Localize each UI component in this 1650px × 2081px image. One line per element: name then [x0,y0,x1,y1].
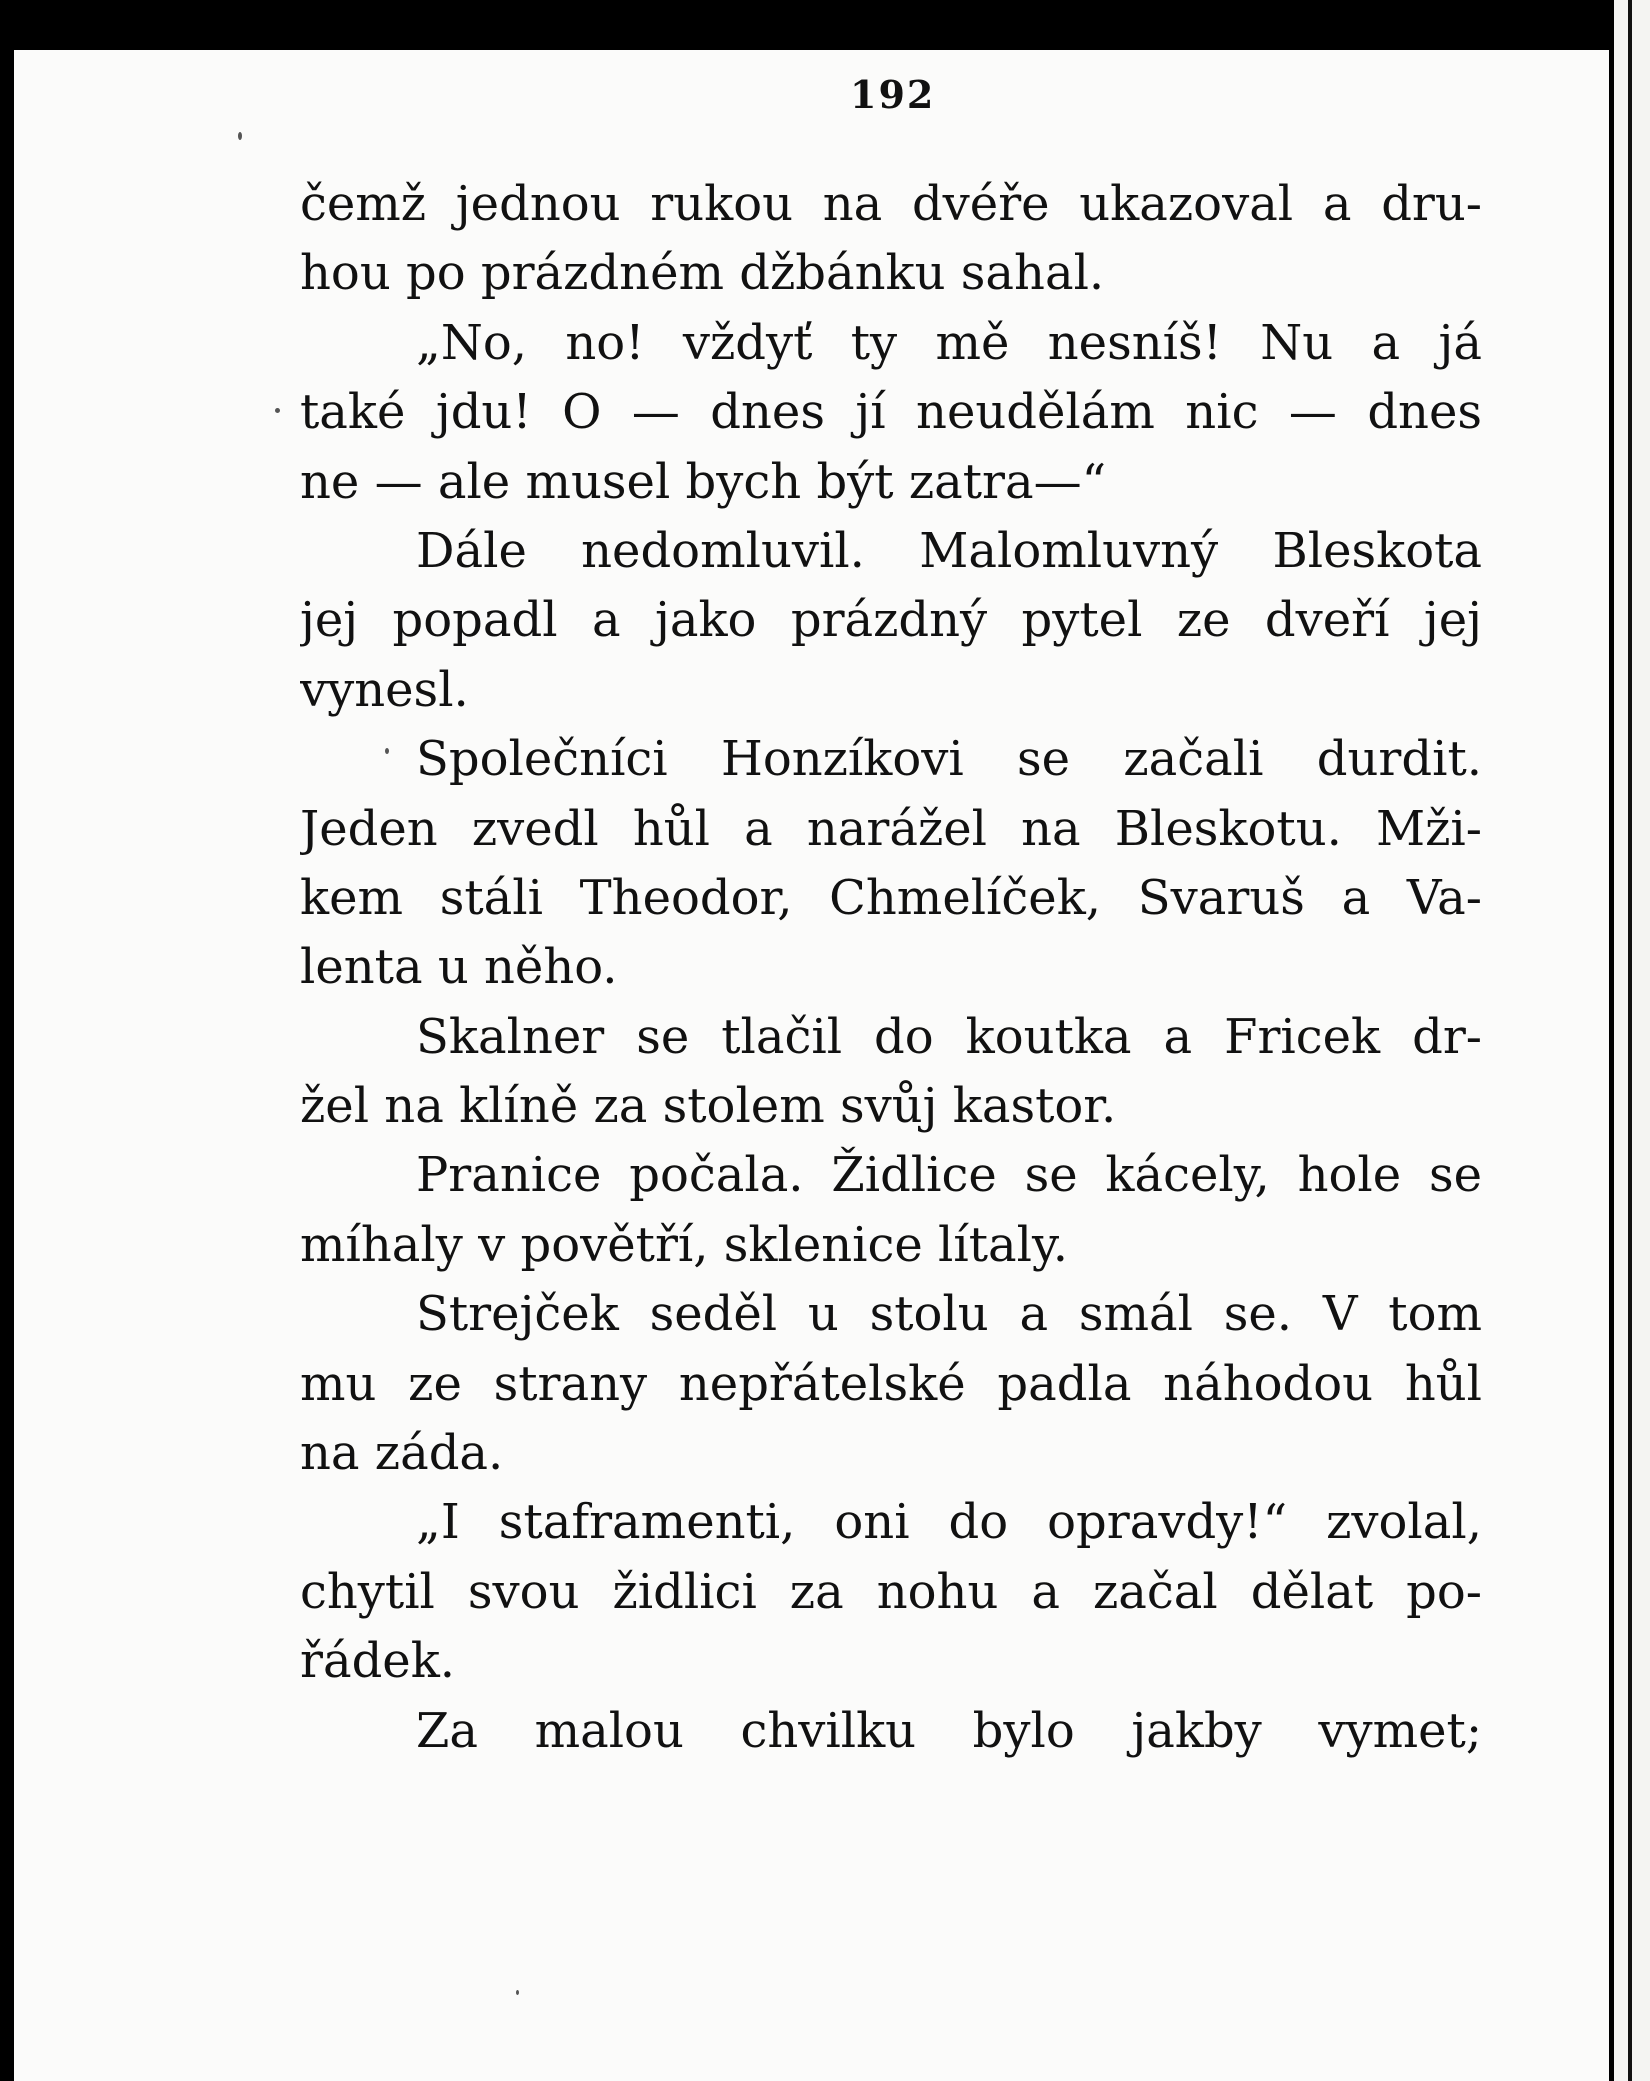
text-line: lenta u něho. [300,939,618,996]
text-line: Strejček seděl u stolu a smál se. V tom [416,1286,1482,1343]
text-line: chytil svou židlici za nohu a začal dělat po- [300,1563,1482,1620]
ink-speck [275,408,280,413]
text-line: hou po prázdném džbánku sahal. [300,245,1105,302]
text-line: na záda. [300,1425,504,1482]
page-edge-strip [1609,0,1650,2081]
text-line: „I staframenti, oni do opravdy!“ zvolal, [416,1494,1482,1551]
text-line: míhaly v povětří, sklenice lítaly. [300,1216,1068,1273]
ink-speck [516,1990,519,1995]
text-line: Jeden zvedl hůl a narážel na Bleskotu. Mži- [300,800,1482,857]
ink-speck [385,748,389,754]
ink-speck [238,132,242,140]
text-line: Společníci Honzíkovi se začali durdit. [416,731,1482,788]
text-line: také jdu! O — dnes jí neudělám nic — dnes [300,384,1482,441]
text-line: Dále nedomluvil. Malomluvný Bleskota [416,522,1482,579]
text-line: Za malou chvilku bylo jakby vymet; [416,1702,1482,1759]
text-line: kem stáli Theodor, Chmelíček, Svaruš a Va- [300,869,1482,926]
page-edge-line [1628,0,1632,2081]
body-text [300,170,1482,1766]
text-line: řádek. [300,1633,456,1690]
text-line: jej popadl a jako prázdný pytel ze dveří jej [300,592,1482,649]
text-line: žel na klíně za stolem svůj kastor. [300,1078,1117,1135]
text-line: čemž jednou rukou na dvéře ukazoval a dru- [300,176,1482,232]
text-line: ne — ale musel bych být zatra—“ [300,453,1107,510]
text-line: mu ze strany nepřátelské padla náhodou hůl [300,1355,1482,1412]
text-line: Pranice počala. Židlice se kácely, hole se [416,1147,1482,1204]
page-number: 192 [850,72,936,117]
text-line: vynesl. [300,661,469,718]
text-line: Skalner se tlačil do koutka a Fricek dr- [416,1008,1482,1065]
text-line: „No, no! vždyť ty mě nesníš! Nu a já [416,314,1482,371]
